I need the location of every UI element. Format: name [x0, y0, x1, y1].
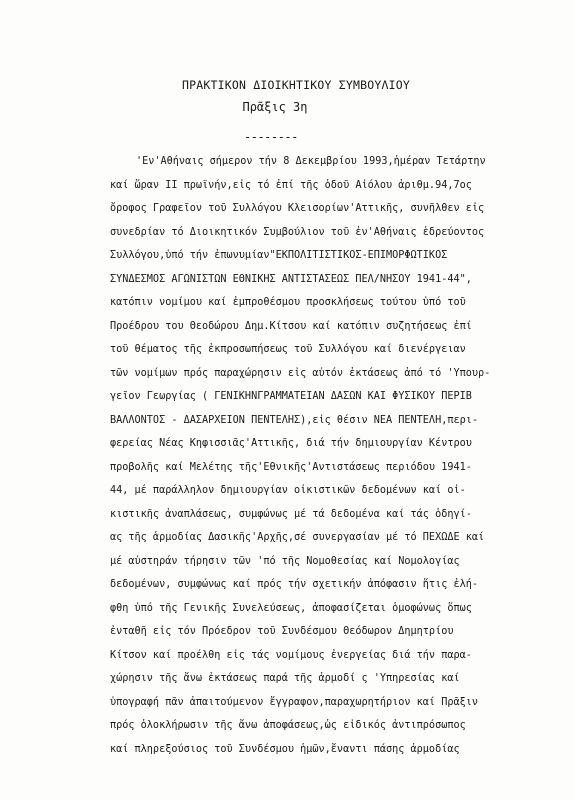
text-line: προβολῆς καί Μελέτης τῆς'Εθνικῆς'Αντιστάσεως περιόδου 1941-: [110, 461, 472, 473]
document-title: ΠΡΑΚΤΙΚΟΝ ΔΙΟΙΚΗΤΙΚΟΥ ΣΥΜΒΟΥΛΙΟΥ: [182, 78, 410, 92]
text-line: ας τῆς ἁρμοδίας Δασικῆς'Αρχῆς,σέ συνεργασίαν μέ τό ΠΕΧΩΔΕ καί: [110, 532, 485, 543]
text-line: ὄροφος Γραφεῖον τοῦ Συλλόγου Κλεισορίων'Αττικῆς, συνῆλθεν εἰς: [110, 203, 485, 214]
text-line: 'Εν'Αθήναις σήμερον τήν 8 Δεκεμβρίου 1993,ἡμέραν Τετάρτην: [136, 156, 486, 167]
separator-dashes: --------: [244, 130, 298, 144]
text-line: καί ὥραν ΙΙ πρωϊνήν,εἰς τό ἐπί τῆς ὁδοῦ Αἰόλου ἀριθμ.94,7ος: [110, 179, 472, 191]
text-line: ΣΥΝΔΕΣΜΟΣ ΑΓΩΝΙΣΤΩΝ ΕΘΝΙΚΗΣ ΑΝΤΙΣΤΑΣΕΩΣ ΠΕΛ/ΝΗΣΟΥ 1941-44",: [110, 273, 472, 285]
text-line: συνεδρίαν τό Διοικητικόν Συμβούλιον τοῦ ἐν'Αθήναις ἑδρεύοντος: [110, 226, 485, 238]
text-line: κατόπιν νομίμου καί ἐμπροθέσμου προσκλήσεως τούτου ὑπό τοῦ: [110, 297, 466, 308]
minutes-body: [110, 150, 560, 761]
text-line: πρός ὁλοκλήρωσιν τῆς ἄνω ἀποφάσεως,ὡς εἰδικός ἀντιπρόσωπος: [110, 720, 466, 731]
text-line: φερείας Νέας Κηφισσιᾶς'Αττικῆς, διά τήν δημιουργίαν Κέντρου: [110, 438, 472, 449]
text-line: χώρησιν τῆς ἄνω ἐκτάσεως παρά τῆς ἁρμοδί ς 'Υπηρεσίας καί: [110, 673, 460, 684]
text-line: 44, μέ παράλληλον δημιουργίαν οἰκιστικῶν δεδομένων καί οἰ-: [110, 485, 466, 496]
text-line: ἐνταθῆ εἰς τόν Πρόεδρον τοῦ Συνδέσμου Θεόδωρον Δημητρίου: [110, 626, 454, 637]
text-line: κιστικῆς ἀναπλάσεως, συμφώνως μέ τά δεδομένα καί τάς ὁδηγί-: [110, 508, 472, 520]
text-line: Συλλόγου,ὑπό τήν ἐπωνυμίαν"ΕΚΠΟΛΙΤΙΣΤΙΚΟΣ-ΕΠΙΜΟΡΦΩΤΙΚΟΣ: [110, 250, 448, 261]
text-line: δεδομένων, συμφώνως καί πρός τήν σχετικήν ἀπόφασιν ἥτις ἐλή-: [110, 579, 479, 590]
text-line: ὑπογραφή πᾶν ἀπαιτούμενον ἔγγραφον,παραχωρητήριον καί Πρᾶξιν: [110, 696, 479, 708]
act-number: Πρᾶξις 3η: [242, 100, 308, 114]
text-line: Κίτσον καί προέλθη εἰς τάς νομίμους ἐνεργείας διά τήν παρα-: [110, 649, 472, 661]
text-line: τῶν νομίμων πρός παραχώρησιν εἰς αὐτόν ἐκτάσεως ἀπό τό 'Υπουρ-: [110, 367, 491, 379]
text-line: καί πληρεξούσιος τοῦ Συνδέσμου ἡμῶν,ἔναντι πάσης ἁρμοδίας: [110, 743, 460, 755]
text-line: τοῦ θέματος τῆς ἐκπροσωπήσεως τοῦ Συλλόγου καί διενέργειαν: [110, 344, 466, 355]
text-line: γεῖον Γεωργίας ( ΓΕΝΙΚΗΝΓΡΑΜΜΑΤΕΙΑΝ ΔΑΣΩΝ ΚΑΙ ΦΥΣΙΚΟΥ ΠΕΡΙΒ: [110, 391, 472, 402]
text-line: ΒΑΛΛΟΝΤΟΣ - ΔΑΣΑΡΧΕΙΟΝ ΠΕΝΤΕΛΗΣ),εἰς θέσιν ΝΕΑ ΠΕΝΤΕΛΗ,περι-: [110, 414, 479, 426]
text-line: φθη ὑπό τῆς Γενικῆς Συνελεύσεως, ἀποφασίζεται ὁμοφώνως ὅπως: [110, 602, 472, 614]
text-line: Προέδρου του Θεοδώρου Δημ.Κίτσου καί κατόπιν συζητήσεως ἐπί: [110, 320, 472, 332]
text-line: μέ αὐστηράν τήρησιν τῶν 'πό τῆς Νομοθεσίας καί Νομολογίας: [110, 555, 460, 567]
